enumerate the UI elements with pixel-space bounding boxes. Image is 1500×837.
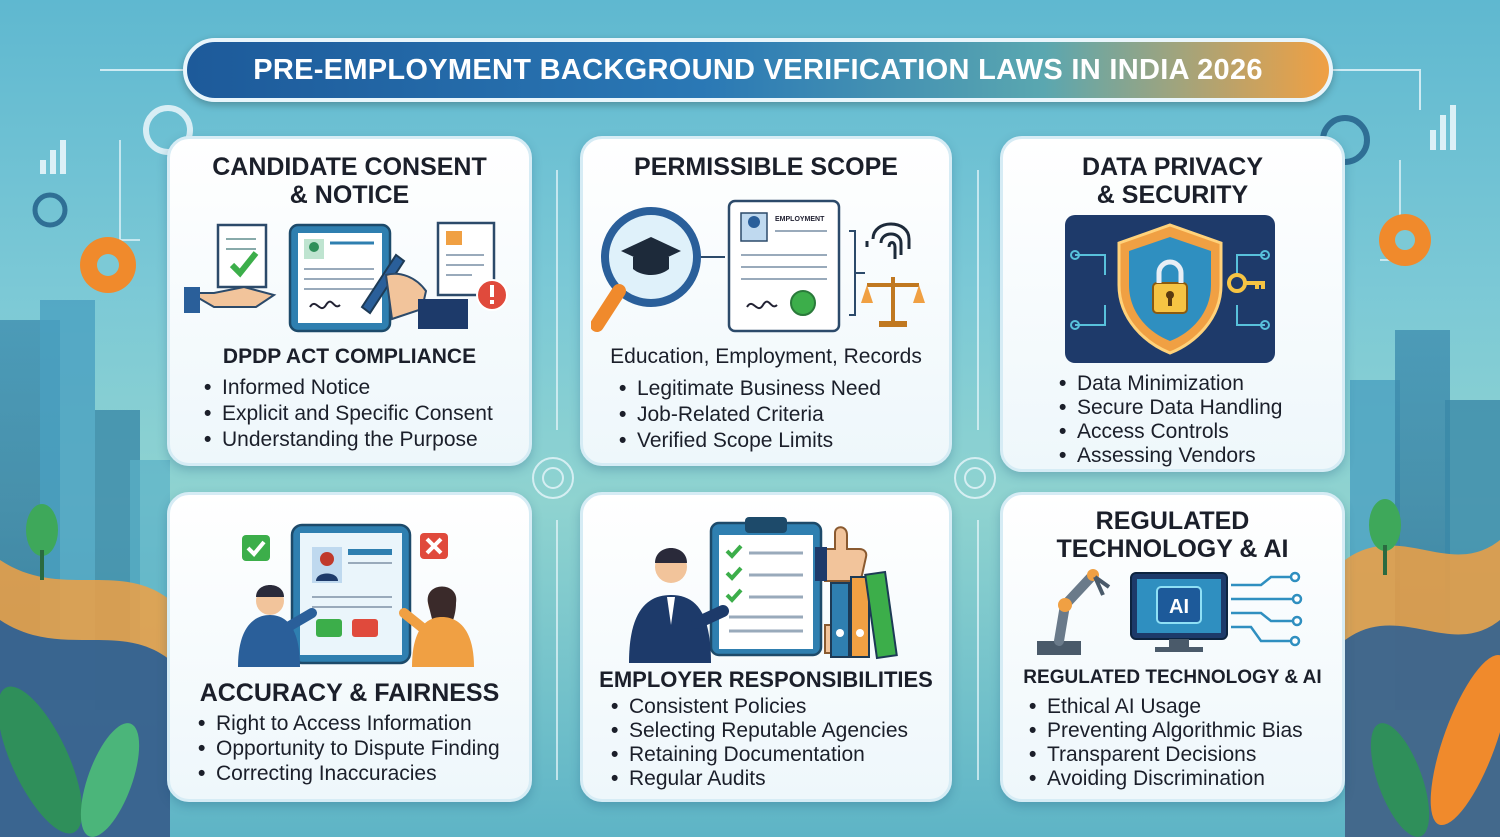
list-item: • Correcting Inaccuracies — [198, 761, 500, 786]
person-icon — [404, 587, 474, 668]
handshake-document-icon — [184, 225, 274, 313]
card-title: REGULATED — [1095, 507, 1250, 535]
page-title: PRE-EMPLOYMENT BACKGROUND VERIFICATION LAWS IN INDIA 2026 — [253, 53, 1263, 86]
list-item: • Transparent Decisions — [1029, 743, 1303, 767]
accuracy-illustration — [228, 517, 488, 667]
fingerprint-icon — [867, 224, 909, 259]
list-item: • Opportunity to Dispute Finding — [198, 736, 500, 761]
card-employer-responsibilities — [580, 492, 952, 802]
list-item: • Consistent Policies — [611, 695, 908, 719]
person-icon — [629, 548, 723, 663]
list-item: • Avoiding Discrimination — [1029, 767, 1303, 791]
robot-arm-icon — [1037, 569, 1109, 655]
card-subtitle: DPDP ACT COMPLIANCE — [222, 345, 477, 368]
list-item: • Understanding the Purpose — [204, 427, 493, 453]
card-permissible-scope — [580, 136, 952, 466]
binders-icon — [831, 572, 897, 658]
card-title: DATA PRIVACY — [1081, 153, 1264, 181]
list-item: • Explicit and Specific Consent — [204, 401, 493, 427]
employment-document-icon — [729, 201, 839, 331]
list-item: • Access Controls — [1059, 420, 1282, 444]
employment-label: EMPLOYMENT — [775, 216, 825, 223]
signed-form-icon — [290, 225, 390, 331]
list-item: • Preventing Algorithmic Bias — [1029, 719, 1303, 743]
card-title: TECHNOLOGY & AI — [1056, 535, 1289, 563]
list-item: • Selecting Reputable Agencies — [611, 719, 908, 743]
card-subtitle: REGULATED TECHNOLOGY & AI — [1023, 667, 1322, 688]
list-item: • Job-Related Criteria — [619, 402, 881, 428]
card-title: PERMISSIBLE SCOPE — [634, 153, 898, 181]
card-regulated-technology — [1000, 492, 1345, 802]
magnifier-graduation-icon — [597, 211, 697, 325]
list-item: • Data Minimization — [1059, 372, 1282, 396]
list-item: • Retaining Documentation — [611, 743, 908, 767]
consent-illustration — [182, 215, 522, 345]
scope-illustration — [591, 191, 947, 341]
card-candidate-consent — [167, 136, 532, 466]
card-subtitle: EMPLOYER RESPONSIBILITIES — [599, 667, 933, 692]
checklist-clipboard-icon — [711, 517, 821, 655]
check-icon — [242, 535, 270, 561]
bullet-list — [198, 711, 500, 786]
title-banner — [183, 38, 1333, 102]
card-title: & SECURITY — [1096, 181, 1249, 209]
ai-label: AI — [1169, 596, 1189, 618]
list-item: • Informed Notice — [204, 375, 493, 401]
ai-monitor-icon — [1131, 573, 1227, 652]
bullet-list — [204, 375, 493, 453]
bullet-list — [1059, 372, 1282, 468]
circuit-icon — [1231, 573, 1301, 645]
cross-icon — [420, 533, 448, 559]
list-item: • Verified Scope Limits — [619, 428, 881, 454]
card-title: ACCURACY & FAIRNESS — [199, 679, 500, 707]
bullet-list — [611, 695, 908, 791]
list-item: • Secure Data Handling — [1059, 396, 1282, 420]
bullet-list — [619, 376, 881, 454]
list-item: • Legitimate Business Need — [619, 376, 881, 402]
list-item: • Ethical AI Usage — [1029, 695, 1303, 719]
scales-icon — [861, 277, 925, 327]
gear-icon — [1379, 214, 1431, 266]
gear-icon — [80, 237, 136, 293]
tablet-profile-icon — [292, 525, 410, 663]
card-accuracy-fairness — [167, 492, 532, 802]
employer-illustration — [619, 513, 919, 663]
card-title: CANDIDATE CONSENT — [212, 153, 487, 181]
card-title: & NOTICE — [289, 181, 410, 209]
card-subtitle: Education, Employment, Records — [610, 345, 922, 368]
list-item: • Assessing Vendors — [1059, 444, 1282, 468]
ai-illustration — [1029, 565, 1329, 657]
list-item: • Right to Access Information — [198, 711, 500, 736]
warning-document-icon — [438, 223, 507, 310]
card-data-privacy — [1000, 136, 1345, 472]
list-item: • Regular Audits — [611, 767, 908, 791]
privacy-illustration — [1065, 215, 1275, 363]
bullet-list — [1029, 695, 1303, 791]
